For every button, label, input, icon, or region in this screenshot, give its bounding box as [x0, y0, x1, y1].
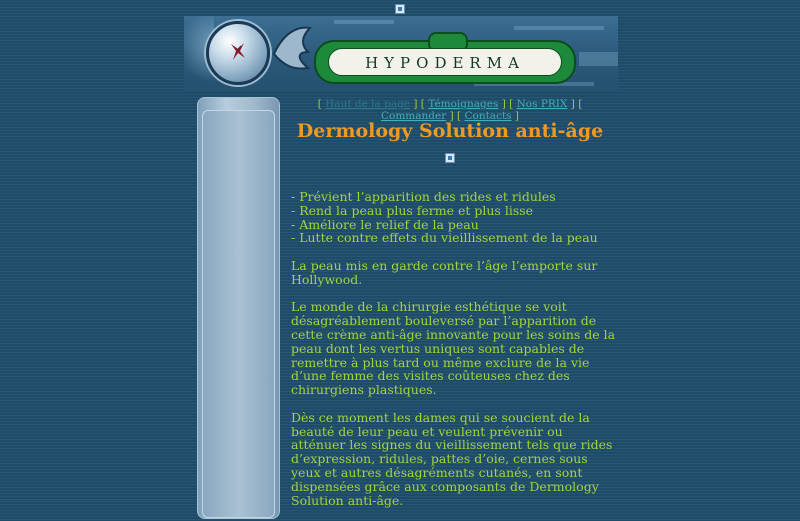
- sidebar-inner: [202, 110, 275, 518]
- benefit-item: - Lutte contre effets du vieillissement de la peau: [291, 230, 598, 246]
- brand-bar: [314, 40, 576, 84]
- brand-name: HYPODERMA: [365, 54, 525, 72]
- broken-image-icon: [395, 4, 405, 14]
- hummingbird-icon: [229, 40, 247, 62]
- paragraph: La peau mis en garde contre l’âge l’emporte sur Hollywood.: [291, 257, 598, 287]
- nav-link-contacts[interactable]: Contacts: [464, 110, 512, 122]
- logo-emblem: [206, 21, 270, 85]
- nav-link-testimonials[interactable]: Témoignages: [428, 98, 499, 110]
- logo-wing-ornament: [272, 22, 312, 86]
- benefits-list: [291, 190, 621, 245]
- nav-link-prices[interactable]: Nos PRIX: [516, 98, 568, 110]
- main-content: [291, 190, 621, 521]
- benefit-item: - Prévient l’apparition des rides et ridules: [291, 189, 556, 204]
- paragraph: Dès ce moment les dames qui se soucient de la beauté de leur peau et veulent prévenir ou atténuer les signes du vieillissement tels que rides d’expression, ridules, pattes d’oie, cernes sous yeux et autres désagréments cutanés, en sont dispensées grâce aux composants de Dermology Solution anti-âge.: [291, 409, 613, 508]
- benefit-item: - Rend la peau plus ferme et plus lisse: [291, 202, 534, 218]
- nav-link-order[interactable]: Commander: [381, 110, 447, 122]
- benefit-item: - Améliore le relief de la peau: [291, 216, 479, 232]
- header-banner: [184, 16, 618, 92]
- page-title: Dermology Solution anti-âge: [296, 120, 604, 142]
- broken-image-icon: [445, 153, 455, 163]
- top-navigation: [ Haut de la page ] [ Témoignages ] [ Nos PRIX ] [ Commander ] [ Contacts ]: [317, 98, 583, 122]
- nav-link-top-of-page[interactable]: Haut de la page: [325, 98, 411, 110]
- sidebar-panel: [197, 97, 280, 519]
- paragraph: Le monde de la chirurgie esthétique se voit désagréablement bouleversé par l’apparition de cette crème anti-âge innovante pour les soins de la peau dont les vertus uniques sont capables de remettre à plus tard ou même exclure de la vie d’une femme des visites coûteuses chez des chirurgiens plastiques.: [291, 299, 616, 398]
